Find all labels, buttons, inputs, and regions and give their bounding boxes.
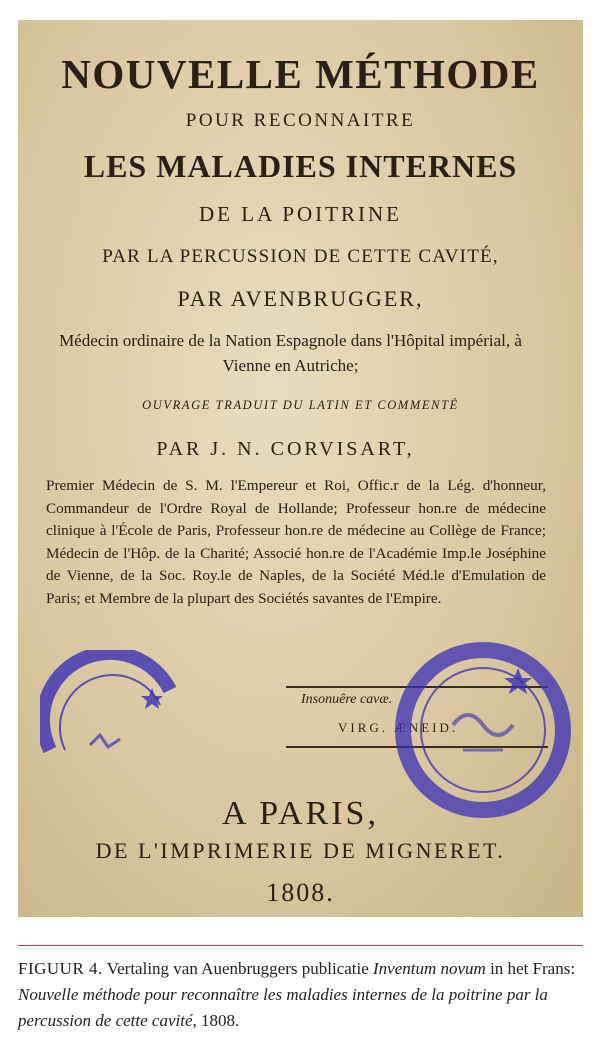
caption-label: FIGUUR 4.: [18, 959, 103, 978]
caption-divider: [18, 945, 583, 946]
title-page-image: [18, 20, 583, 917]
motto: Insonuêre cavæ.: [301, 692, 393, 707]
book-title: NOUVELLE MÉTHODE: [61, 51, 540, 97]
subtitle-line-1: POUR RECONNAITRE: [185, 110, 416, 131]
printer: DE L'IMPRIMERIE DE MIGNERET.: [95, 838, 506, 863]
subtitle-line-3: DE LA POITRINE: [199, 202, 402, 226]
caption-text-b: in het Frans:: [485, 959, 576, 978]
library-stamp-left: [40, 650, 180, 760]
subtitle-line-4: PAR LA PERCUSSION DE CETTE CAVITÉ,: [102, 246, 499, 267]
year: 1808.: [266, 878, 335, 907]
translator-description: Premier Médecin de S. M. l'Empereur et Roi, Offic.r de la Lég. d'honneur, Commandeur de l'Ordre Royal de Hollande; Professeur hon.re de médecine clinique à l'École de Paris, Professeur hon.re de médecine au Collège de France; Médecin de l'Hôp. de la Charité; Associé hon.re de l'Académie Imp.le Joséphine de Vienne, de la Soc. Roy.le de Naples, de la Société Méd.le d'Emulation de Paris; et Membre de la plupart des Sociétés savantes de l'Empire.: [46, 477, 546, 607]
caption-text-a: Vertaling van Auenbruggers publicatie: [102, 959, 373, 978]
author-line: PAR AVENBRUGGER,: [177, 286, 424, 311]
figure-caption: [18, 956, 588, 1034]
translated-line: OUVRAGE TRADUIT DU LATIN ET COMMENTÉ: [142, 398, 459, 412]
caption-italic-b: Nouvelle méthode pour reconnaître les maladies internes de la poitrine par la percussion de cette cavité: [18, 985, 548, 1030]
place: A PARIS,: [222, 795, 379, 832]
author-description: Médecin ordinaire de la Nation Espagnole dans l'Hôpital impérial, à Vienne en Autriche;: [59, 331, 522, 375]
caption-italic-a: Inventum novum: [373, 959, 486, 978]
translator-line: PAR J. N. CORVISART,: [156, 438, 415, 460]
motto-source: VIRG. ÆNEID.: [338, 720, 459, 735]
caption-text-c: , 1808.: [192, 1011, 240, 1030]
subtitle-line-2: LES MALADIES INTERNES: [83, 148, 518, 184]
library-stamp-right: [383, 630, 583, 830]
